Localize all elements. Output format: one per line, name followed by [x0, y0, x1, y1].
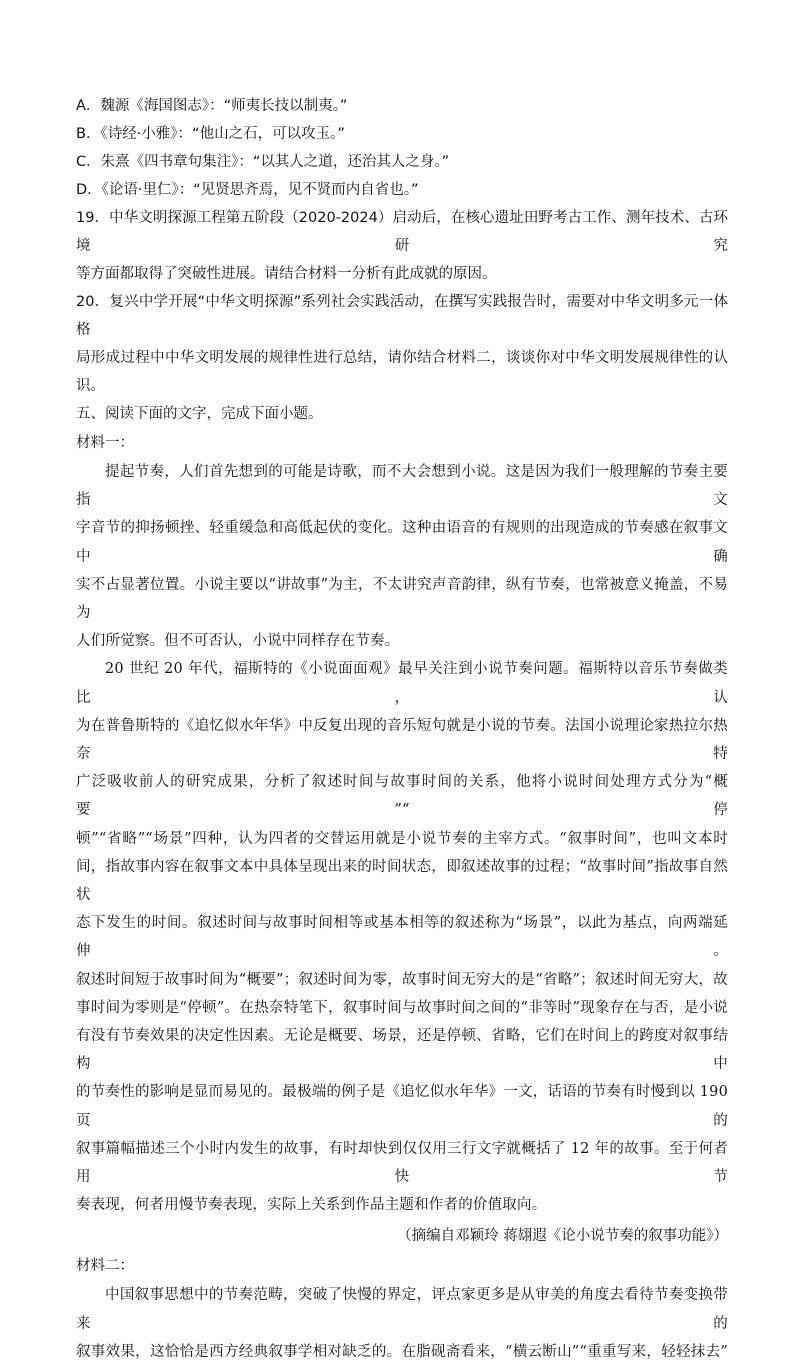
- paragraph-line: 态下发生的时间。叙述时间与故事时间相等或基本相等的叙述称为“场景”，以此为基点，向两端延伸。: [76, 915, 728, 960]
- section-5-title: 五、阅读下面的文字，完成下面小题。: [76, 406, 323, 422]
- paragraph-line: 间，指故事内容在叙事文本中具体呈现出来的时间状态，即叙述故事的过程；“故事时间”指故事自然状: [76, 858, 728, 904]
- paragraph-line: 广泛吸收前人的研究成果，分析了叙述时间与故事时间的关系，他将小说时间处理方式分为“概要”“停: [76, 774, 728, 819]
- option-d: D．《论语·里仁》：“见贤思齐焉，见不贤而内自省也。”: [76, 182, 419, 198]
- option-a: A．魏源《海国图志》：“师夷长技以制夷。”: [76, 98, 348, 114]
- option-c: C．朱熹《四书章句集注》：“以其人之道，还治其人之身。”: [76, 154, 450, 170]
- paragraph-line: 叙事效果，这恰恰是西方经典叙事学相对缺乏的。在脂砚斋看来，“横云断山”“重重写来，轻轻抹去”: [76, 1343, 728, 1360]
- question-20: [76, 288, 728, 400]
- answer-options: [76, 92, 728, 204]
- material-1-label: 材料一：: [76, 435, 134, 451]
- paragraph-line: 的节奏性的影响是显而易见的。最极端的例子是《追忆似水年华》一文，话语的节奏有时慢到以 190 页的: [76, 1084, 728, 1129]
- material-1-paragraph-2: [76, 655, 728, 1219]
- material-1-paragraph-1: [76, 458, 728, 655]
- material-2-label: 材料二：: [76, 1258, 134, 1275]
- paragraph-line: 有没有节奏效果的决定性因素。无论是概要、场景，还是停顿、省略，它们在时间上的跨度对叙事结构中: [76, 1028, 728, 1073]
- paragraph-line: 事时间为零则是“停顿”。在热奈特笔下，叙事时间与故事时间之间的“非等时”现象存在与否，是小说: [76, 999, 728, 1016]
- paragraph-line: 实不占显著位置。小说主要以“讲故事”为主，不太讲究声音韵律，纵有节奏，也常被意义掩盖，不易为: [76, 576, 728, 622]
- question-20-line-2: 局形成过程中中华文明发展的规律性进行总结，请你结合材料二，谈谈你对中华文明发展规律性的认识。: [76, 350, 728, 394]
- paragraph-line: 顿”“省略”“场景”四种，认为四者的交替运用就是小说节奏的主宰方式。“叙事时间”，也叫文本时: [76, 830, 728, 847]
- paragraph-line: 叙事篇幅描述三个小时内发生的故事，有时却快到仅仅用三行文字就概括了 12 年的故事。至于何者用快节: [76, 1140, 728, 1186]
- paragraph-line: 字音节的抑扬顿挫、轻重缓急和高低起伏的变化。这种由语音的有规则的出现造成的节奏感在叙事文中确: [76, 520, 728, 565]
- paragraph-line: 20 世纪 20 年代，福斯特的《小说面面观》最早关注到小说节奏问题。福斯特以音乐节奏做类比，认: [76, 661, 728, 706]
- paragraph-line: 为在普鲁斯特的《追忆似水年华》中反复出现的音乐短句就是小说的节奏。法国小说理论家热拉尔热奈特: [76, 717, 728, 763]
- paragraph-line: 叙述时间短于故事时间为“概要”；叙述时间为零，故事时间无穷大的是“省略”；叙述时间无穷大，故: [76, 971, 728, 988]
- material-1-attribution: （摘编自邓颖玲 蒋翃遐《论小说节奏的叙事功能》）: [397, 1228, 728, 1245]
- document-page: [76, 92, 728, 1366]
- paragraph-line: 人们所觉察。但不可否认，小说中同样存在节奏。: [76, 633, 400, 650]
- paragraph-line: 奏表现，何者用慢节奏表现，实际上关系到作品主题和作者的价值取向。: [76, 1197, 547, 1214]
- paragraph-line: 提起节奏，人们首先想到的可能是诗歌，而不大会想到小说。这是因为我们一般理解的节奏主要指文: [76, 464, 728, 509]
- question-19-line-2: 等方面都取得了突破性进展。请结合材料一分析有此成就的原因。: [76, 266, 497, 282]
- material-2-paragraph-1: [76, 1281, 728, 1366]
- question-19-line-1: 19．中华文明探源工程第五阶段（2020-2024）启动后，在核心遗址田野考古工作、测年技术、古环境研究: [76, 210, 728, 254]
- paragraph-line: 中国叙事思想中的节奏范畴，突破了快慢的界定，评点家更多是从审美的角度去看待节奏变换带来的: [76, 1287, 728, 1332]
- question-19: [76, 204, 728, 288]
- question-20-line-1: 20．复兴中学开展“中华文明探源”系列社会实践活动，在撰写实践报告时，需要对中华文明多元一体格: [76, 294, 728, 338]
- option-b: B．《诗经·小雅》：“他山之石，可以攻玉。”: [76, 126, 345, 142]
